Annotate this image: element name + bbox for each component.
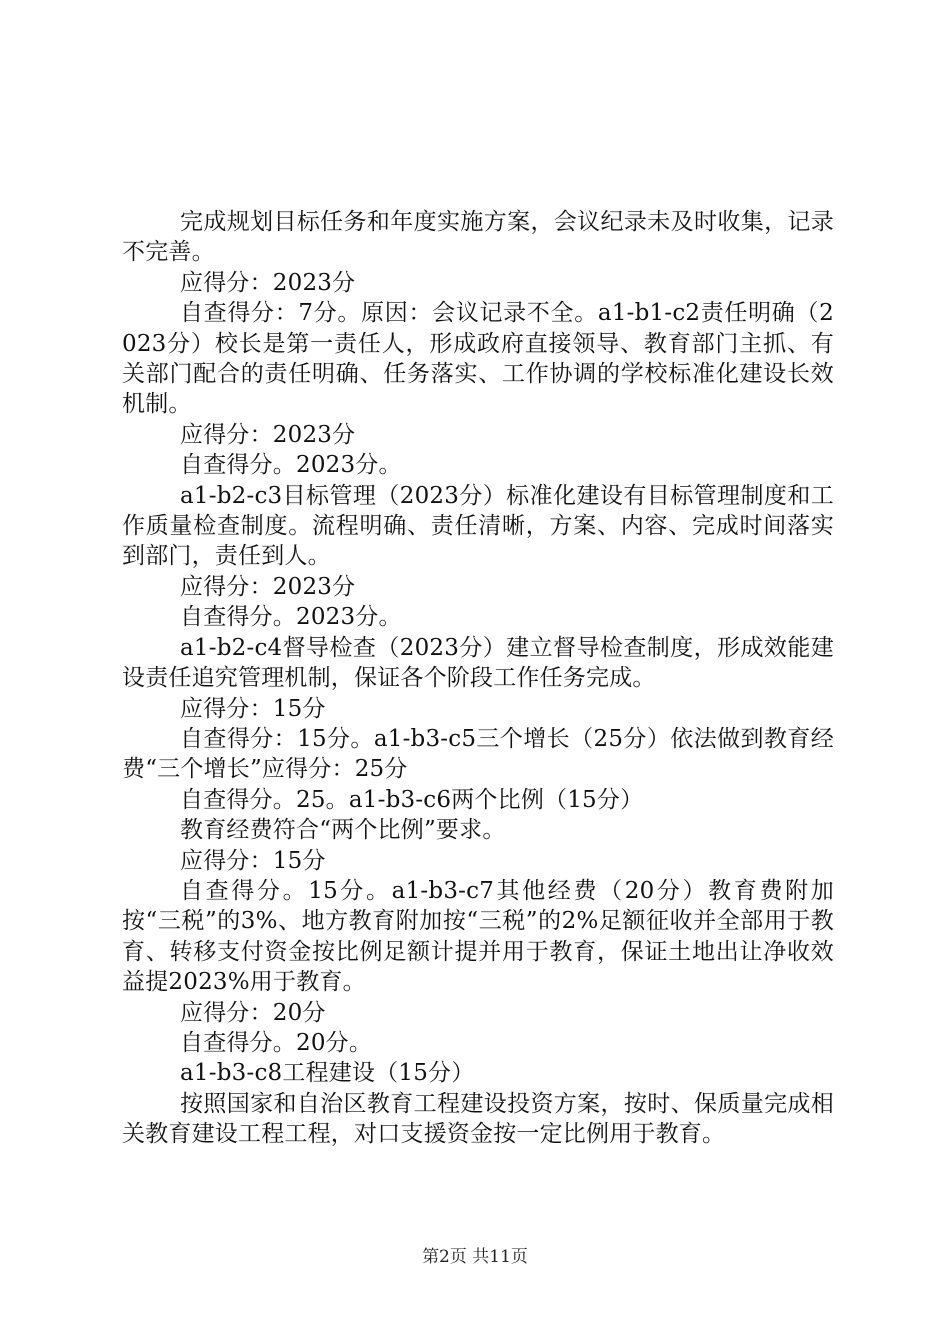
- paragraph: 应得分：2023分: [180, 421, 356, 448]
- paragraph: 自查得分。2023分。: [180, 604, 402, 631]
- paragraph: 应得分：2023分: [180, 269, 356, 296]
- paragraph: 应得分：20分: [180, 999, 326, 1026]
- paragraph: 应得分：15分: [180, 847, 326, 874]
- paragraph: a1-b2-c4督导检查（2023分）建立督导检查制度，形成效能建设责任追究管理机制，保证各个阶段工作任务完成。: [122, 634, 834, 692]
- paragraph: 完成规划目标任务和年度实施方案，会议纪录未及时收集，记录不完善。: [122, 209, 834, 266]
- document-body: [122, 207, 834, 1150]
- paragraph: 自查得分。2023分。: [180, 452, 402, 479]
- page-number-footer: 第2页 共11页: [422, 1247, 528, 1267]
- paragraph: 应得分：15分: [180, 695, 326, 722]
- paragraph: 自查得分。20分。: [180, 1029, 373, 1056]
- paragraph: 自查得分。15分。a1-b3-c7其他经费（20分）教育费附加按“三税”的3%、地方教育附加按“三税”的2%足额征收并全部用于教育、转移支付资金按比例足额计提并用于教育，保证土地出让净收效益提2023%用于教育。: [122, 877, 834, 996]
- paragraph: a1-b3-c8工程建设（15分）: [180, 1060, 475, 1087]
- paragraph: 自查得分：7分。原因：会议记录不全。a1-b1-c2责任明确（2023分）校长是第一责任人，形成政府直接领导、教育部门主抓、有关部门配合的责任明确、任务落实、工作协调的学校标准化建设长效机制。: [122, 300, 834, 418]
- paragraph: 按照国家和自治区教育工程建设投资方案，按时、保质量完成相关教育建设工程工程，对口支援资金按一定比例用于教育。: [122, 1090, 834, 1148]
- paragraph: 自查得分。25。a1-b3-c6两个比例（15分）: [180, 786, 644, 813]
- paragraph: a1-b2-c3目标管理（2023分）标准化建设有目标管理制度和工作质量检查制度。流程明确、责任清晰，方案、内容、完成时间落实到部门，责任到人。: [122, 482, 834, 570]
- paragraph: 教育经费符合“两个比例”要求。: [180, 817, 506, 844]
- paragraph: 自查得分：15分。a1-b3-c5三个增长（25分）依法做到教育经费“三个增长”应得分：25分: [122, 725, 834, 783]
- paragraph: 应得分：2023分: [180, 573, 356, 600]
